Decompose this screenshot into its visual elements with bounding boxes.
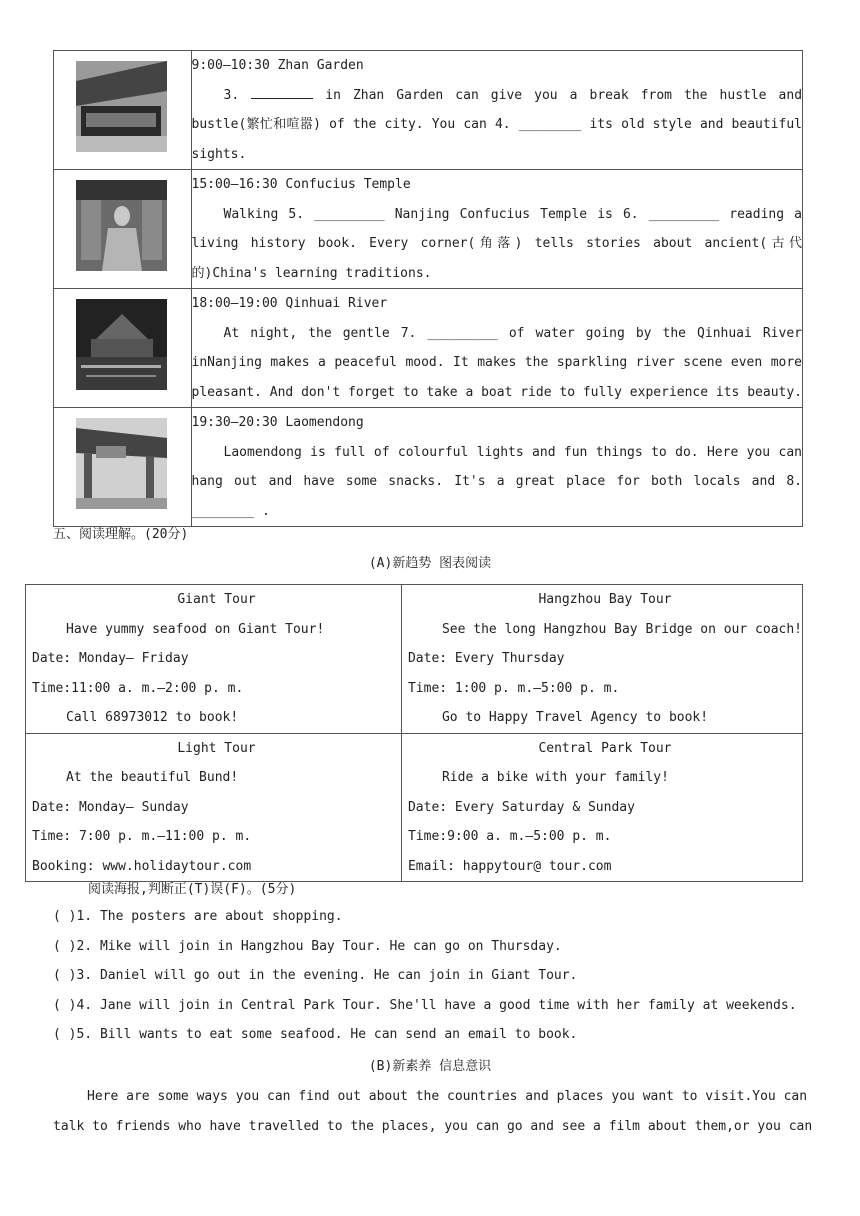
part-b-title: (B)新素养 信息意识: [368, 1059, 492, 1074]
schedule-line: bustle(繁忙和喧嚣) of the city. You can 4. ________ its old style and beautiful: [191, 117, 802, 132]
tour-name: Light Tour: [177, 740, 256, 756]
tours-row: [26, 585, 803, 734]
passage-line: talk to friends who have travelled to the places, you can go and see a film about them,or you can: [53, 1118, 813, 1134]
tour-date: Date: Monday— Friday: [32, 651, 189, 666]
schedule-row-laomendong: [54, 408, 803, 527]
laomendong-gate-photo: [76, 418, 167, 509]
section-5-title: 五、阅读理解。(20分): [53, 527, 189, 542]
tour-slogan: Ride a bike with your family!: [441, 770, 669, 785]
tour-cell-central-park: [401, 733, 802, 882]
confucius-statue-photo: [76, 180, 167, 271]
question-item: ( )1. The posters are about shopping.: [53, 909, 343, 924]
schedule-line: living history book. Every corner(角落) tells stories about ancient(古代: [191, 236, 802, 251]
tour-cell-giant: [26, 585, 402, 734]
tour-time: Time: 1:00 p. m.—5:00 p. m.: [407, 680, 620, 696]
tour-date: Date: Every Saturday & Sunday: [407, 799, 635, 815]
schedule-time-place: 9:00—10:30 Zhan Garden: [191, 58, 364, 73]
schedule-line: At night, the gentle 7. _________ of water going by the Qinhuai River: [223, 325, 802, 341]
tour-slogan: Have yummy seafood on Giant Tour!: [66, 621, 325, 637]
question-item: ( )2. Mike will join in Hangzhou Bay Tour. He can go on Thursday.: [53, 939, 562, 954]
tours-row: [26, 733, 803, 882]
schedule-line: 3. in Zhan Garden can give you a break from the hustle and: [223, 87, 803, 103]
tour-cell-hangzhou-bay: [401, 585, 802, 734]
schedule-time-place: 18:00—19:00 Qinhuai River: [191, 296, 388, 311]
tour-cell-light: [26, 733, 402, 882]
tour-slogan: At the beautiful Bund!: [66, 770, 239, 785]
tour-date: Date: Monday— Sunday: [32, 799, 189, 815]
schedule-row-zhan-garden: [54, 51, 803, 170]
blank-3: [251, 87, 313, 99]
tour-name: Hangzhou Bay Tour: [538, 592, 672, 607]
tour-name: Central Park Tour: [538, 740, 672, 756]
tour-booking: Call 68973012 to book!: [66, 710, 239, 725]
tour-booking: Go to Happy Travel Agency to book!: [441, 710, 709, 725]
schedule-row-qinhuai-river: [54, 289, 803, 408]
schedule-line: hang out and have some snacks. It's a great place for both locals and 8.: [191, 474, 802, 489]
question-item: ( )5. Bill wants to eat some seafood. He can send an email to book.: [53, 1027, 578, 1042]
schedule-line: ________ .: [191, 503, 270, 519]
qinhuai-river-photo: [76, 299, 167, 390]
schedule-row-confucius-temple: [54, 170, 803, 289]
schedule-line: inNanjing makes a peaceful mood. It makes the sparkling river scene even more: [191, 355, 802, 370]
tour-date: Date: Every Thursday: [407, 651, 565, 666]
part-b-passage: [53, 1082, 813, 1141]
part-a-title: (A)新趋势 图表阅读: [368, 556, 492, 571]
schedule-line: 的)China's learning traditions.: [191, 265, 432, 281]
part-a-instruction: 阅读海报,判断正(T)误(F)。(5分): [88, 882, 297, 897]
schedule-time-place: 19:30—20:30 Laomendong: [191, 415, 364, 430]
tour-booking: Email: happytour@ tour.com: [407, 858, 612, 874]
question-item: ( )3. Daniel will go out in the evening. He can join in Giant Tour.: [53, 968, 578, 983]
tour-time: Time: 7:00 p. m.—11:00 p. m.: [32, 829, 252, 844]
schedule-time-place: 15:00—16:30 Confucius Temple: [191, 177, 411, 192]
tour-booking: Booking: www.holidaytour.com: [32, 858, 252, 874]
tour-name: Giant Tour: [177, 592, 256, 607]
schedule-line: Laomendong is full of colourful lights and fun things to do. Here you can: [223, 444, 802, 460]
zhan-garden-photo: [76, 61, 167, 152]
schedule-line: pleasant. And don't forget to take a boat ride to fully experience its beauty.: [191, 384, 802, 400]
passage-line: Here are some ways you can find out about the countries and places you want to visit.You can: [87, 1089, 808, 1104]
tour-time: Time:9:00 a. m.—5:00 p. m.: [407, 829, 612, 844]
schedule-line: sights.: [191, 146, 247, 162]
question-item: ( )4. Jane will join in Central Park Tour. She'll have a good time with her family at weekends.: [53, 998, 797, 1013]
tour-slogan: See the long Hangzhou Bay Bridge on our coach!: [441, 621, 802, 637]
schedule-table: [53, 50, 803, 527]
schedule-line: Walking 5. _________ Nanjing Confucius Temple is 6. _________ reading a: [223, 206, 802, 222]
tour-time: Time:11:00 a. m.—2:00 p. m.: [32, 680, 244, 696]
tours-table: [25, 584, 803, 882]
